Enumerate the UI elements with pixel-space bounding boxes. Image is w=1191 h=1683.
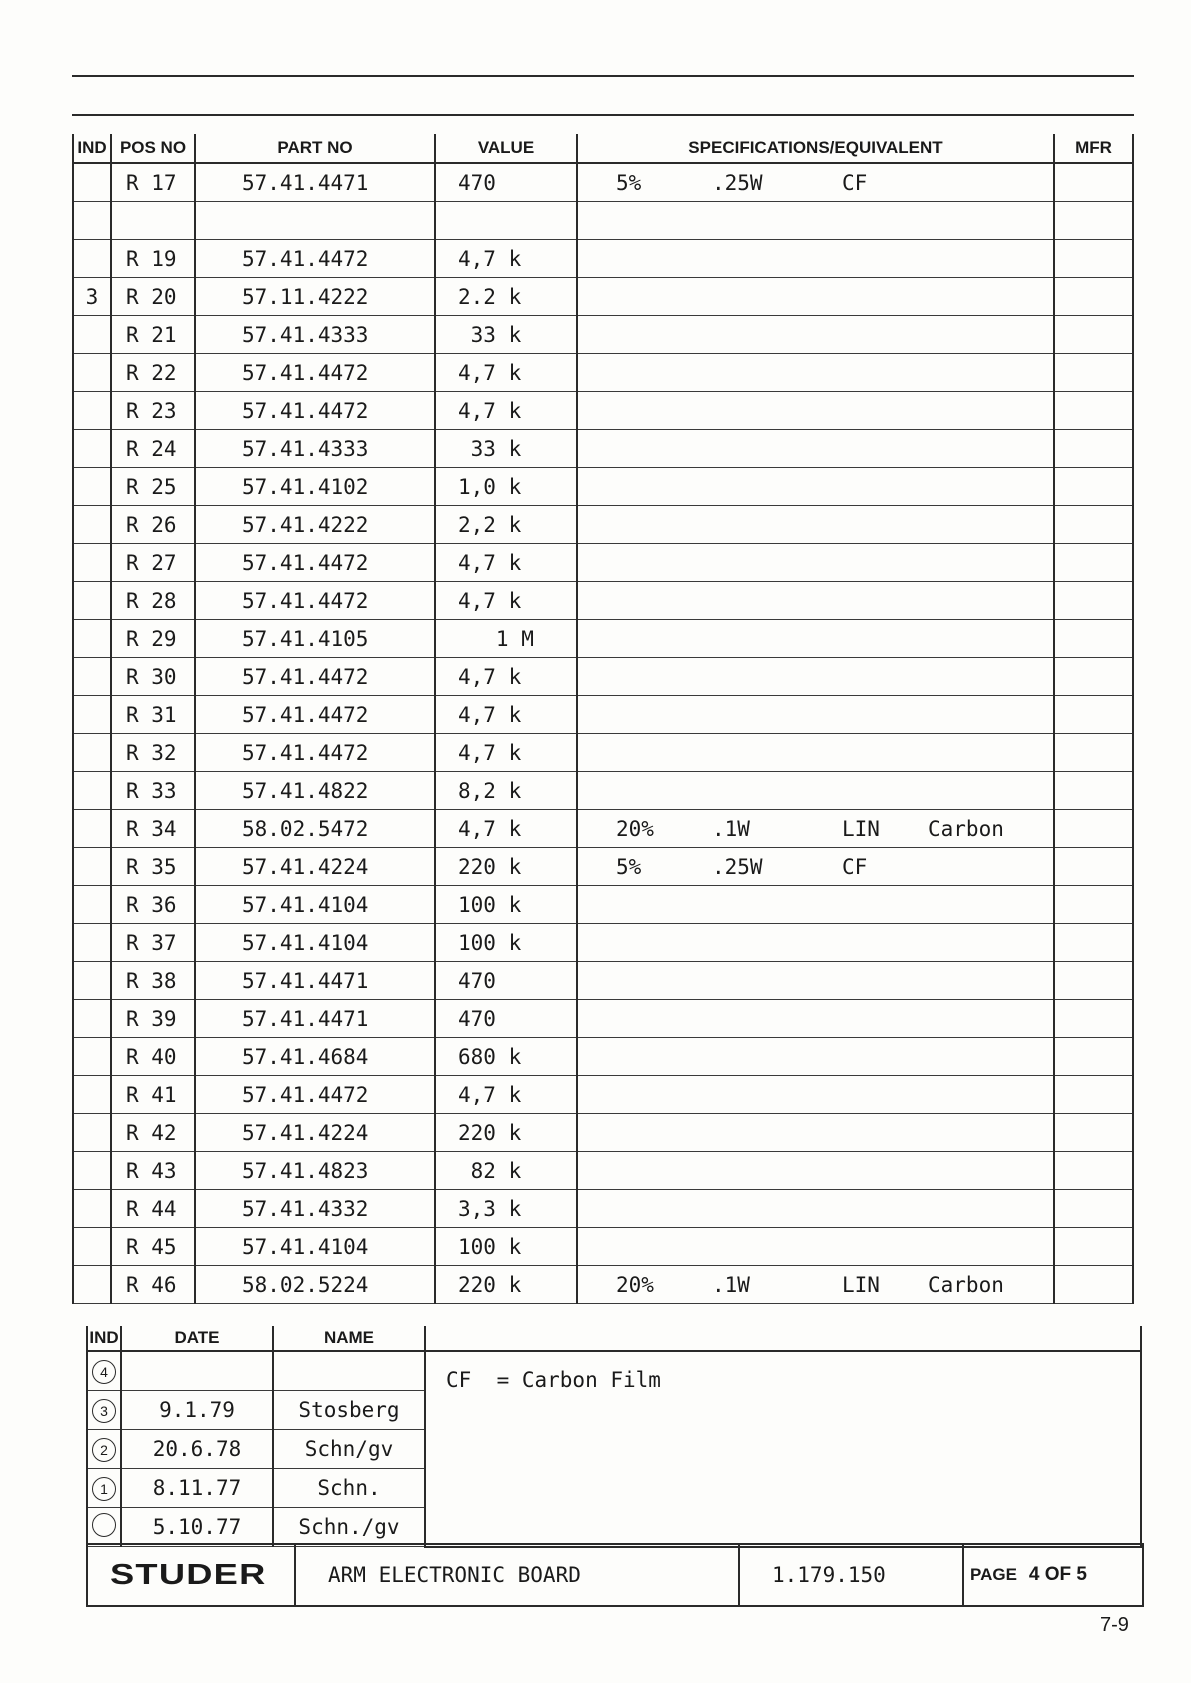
cell-mfr [1054,278,1133,316]
spec-field: LIN [842,816,880,841]
title-block [86,1543,1144,1607]
cell-ind [73,582,111,620]
spec-field: LIN [842,1272,880,1297]
cell-mfr [1054,620,1133,658]
cell-ind [73,354,111,392]
cell-mfr [1054,1076,1133,1114]
cell-ind [73,202,111,240]
cell-part-no: 57.41.4224 [195,848,435,886]
cell-part-no: 57.41.4471 [195,163,435,202]
studer-logo: STUDER [110,1558,267,1591]
cell-spec [577,1190,1054,1228]
note-text: CF = Carbon Film [446,1368,661,1392]
cell-ind [73,696,111,734]
revision-table [86,1326,1142,1548]
cell-value: 4,7 k [435,544,577,582]
cell-part-no: 57.41.4222 [195,506,435,544]
table-row [73,1152,1133,1190]
cell-ind [73,430,111,468]
cell-value: 82 k [435,1152,577,1190]
logo-cell [88,1545,296,1605]
cell-value: 470 [435,962,577,1000]
cell-spec [577,582,1054,620]
cell-value: 4,7 k [435,240,577,278]
cell-mfr [1054,1114,1133,1152]
table-row [73,1190,1133,1228]
cell-part-no: 57.41.4332 [195,1190,435,1228]
cell-pos-no: R 31 [111,696,195,734]
table-row [73,544,1133,582]
cell-pos-no: R 44 [111,1190,195,1228]
cell-value: 1,0 k [435,468,577,506]
cell-pos-no: R 43 [111,1152,195,1190]
cell-spec [577,848,1054,886]
revision-row [87,1351,1141,1391]
cell-ind [73,734,111,772]
cell-ind [73,468,111,506]
cell-part-no: 57.41.4104 [195,924,435,962]
cell-part-no: 57.41.4104 [195,886,435,924]
cell-spec [577,163,1054,202]
cell-spec [577,240,1054,278]
cell-pos-no: R 21 [111,316,195,354]
cell-ind [73,924,111,962]
table-row [73,696,1133,734]
table-row [73,430,1133,468]
table-row [73,772,1133,810]
cell-ind [73,1190,111,1228]
table-row [73,202,1133,240]
rev-name: Schn. [273,1469,425,1508]
spec-field: 5% [616,854,642,879]
cell-ind [73,962,111,1000]
cell-ind [73,848,111,886]
cell-mfr [1054,544,1133,582]
cell-mfr [1054,316,1133,354]
cell-part-no: 57.41.4102 [195,468,435,506]
table-row [73,658,1133,696]
cell-part-no: 57.41.4472 [195,354,435,392]
page-label: PAGE [970,1565,1017,1584]
cell-mfr [1054,1228,1133,1266]
table-row [73,1076,1133,1114]
cell-spec [577,468,1054,506]
table-row [73,620,1133,658]
circled-index: 3 [92,1399,116,1423]
cell-mfr [1054,468,1133,506]
cell-part-no: 57.41.4333 [195,430,435,468]
cell-ind [73,658,111,696]
cell-pos-no: R 28 [111,582,195,620]
cell-value: 33 k [435,316,577,354]
cell-mfr [1054,924,1133,962]
rev-name: Stosberg [273,1391,425,1430]
cell-part-no: 57.41.4822 [195,772,435,810]
cell-spec [577,772,1054,810]
table-row [73,924,1133,962]
cell-pos-no: R 24 [111,430,195,468]
spec-field: Carbon [928,816,1004,841]
doc-number: 1.179.150 [740,1545,964,1605]
cell-ind [73,620,111,658]
rev-date: 8.11.77 [121,1469,273,1508]
cell-pos-no: R 23 [111,392,195,430]
rev-date: 5.10.77 [121,1508,273,1547]
table-row [73,506,1133,544]
cell-spec [577,1038,1054,1076]
cell-mfr [1054,202,1133,240]
table-row [73,734,1133,772]
notes-cell [425,1351,1141,1547]
second-rule [72,114,1134,116]
table-row [73,962,1133,1000]
cell-ind [73,1076,111,1114]
page-number: 7-9 [1100,1614,1129,1636]
cell-spec [577,544,1054,582]
table-row [73,1266,1133,1304]
table-row [73,316,1133,354]
cell-ind: 3 [73,278,111,316]
cell-mfr [1054,810,1133,848]
rev-ind [87,1508,121,1547]
cell-mfr [1054,354,1133,392]
table-row [73,468,1133,506]
cell-spec [577,696,1054,734]
cell-mfr [1054,1190,1133,1228]
cell-part-no: 57.41.4471 [195,962,435,1000]
cell-value: 1 M [435,620,577,658]
cell-value: 220 k [435,1114,577,1152]
spec-field: .25W [712,170,763,195]
spec-field: .1W [712,816,750,841]
table-row [73,886,1133,924]
cell-part-no: 57.41.4472 [195,392,435,430]
cell-spec [577,392,1054,430]
parts-table [72,134,1134,1304]
cell-part-no: 58.02.5472 [195,810,435,848]
cell-part-no: 57.41.4472 [195,544,435,582]
cell-mfr [1054,163,1133,202]
table-row [73,1000,1133,1038]
cell-pos-no: R 17 [111,163,195,202]
cell-spec [577,1228,1054,1266]
cell-mfr [1054,696,1133,734]
table-row [73,848,1133,886]
table-row [73,392,1133,430]
cell-pos-no: R 40 [111,1038,195,1076]
cell-pos-no: R 30 [111,658,195,696]
rev-date: 20.6.78 [121,1430,273,1469]
table-row [73,1228,1133,1266]
header-pos-no: POS NO [111,134,195,163]
cell-mfr [1054,506,1133,544]
cell-spec [577,354,1054,392]
cell-part-no: 57.41.4333 [195,316,435,354]
cell-ind [73,1228,111,1266]
cell-mfr [1054,848,1133,886]
top-rule [72,75,1134,77]
spec-field: .25W [712,854,763,879]
cell-pos-no: R 46 [111,1266,195,1304]
rev-header-name: NAME [273,1326,425,1351]
cell-value: 4,7 k [435,696,577,734]
cell-value: 2.2 k [435,278,577,316]
table-row [73,1038,1133,1076]
cell-ind [73,163,111,202]
rev-date [121,1351,273,1391]
spec-field: CF [842,170,868,195]
cell-part-no: 57.41.4472 [195,734,435,772]
cell-ind [73,886,111,924]
cell-spec [577,506,1054,544]
cell-part-no: 57.41.4472 [195,1076,435,1114]
cell-ind [73,392,111,430]
cell-spec [577,430,1054,468]
circled-index: 1 [92,1477,116,1501]
cell-spec [577,1000,1054,1038]
table-row [73,240,1133,278]
cell-pos-no: R 35 [111,848,195,886]
cell-value: 680 k [435,1038,577,1076]
cell-pos-no: R 34 [111,810,195,848]
cell-value: 470 [435,163,577,202]
cell-part-no: 57.41.4471 [195,1000,435,1038]
cell-mfr [1054,240,1133,278]
cell-pos-no: R 29 [111,620,195,658]
cell-mfr [1054,772,1133,810]
cell-ind [73,1038,111,1076]
header-value: VALUE [435,134,577,163]
cell-value: 33 k [435,430,577,468]
cell-part-no: 57.41.4472 [195,240,435,278]
cell-pos-no [111,202,195,240]
cell-spec [577,924,1054,962]
cell-value: 2,2 k [435,506,577,544]
cell-value: 100 k [435,924,577,962]
cell-value: 4,7 k [435,354,577,392]
spec-field: 20% [616,1272,654,1297]
table-row [73,1114,1133,1152]
cell-pos-no: R 33 [111,772,195,810]
rev-name [273,1351,425,1391]
revision-header-row [87,1326,1141,1351]
cell-ind [73,506,111,544]
cell-ind [73,1000,111,1038]
rev-name: Schn./gv [273,1508,425,1547]
rev-name: Schn/gv [273,1430,425,1469]
cell-value: 100 k [435,1228,577,1266]
cell-part-no [195,202,435,240]
cell-pos-no: R 36 [111,886,195,924]
cell-part-no: 57.41.4105 [195,620,435,658]
cell-value: 4,7 k [435,1076,577,1114]
cell-spec [577,810,1054,848]
cell-spec [577,1114,1054,1152]
cell-pos-no: R 37 [111,924,195,962]
rev-header-date: DATE [121,1326,273,1351]
table-row [73,163,1133,202]
cell-spec [577,1152,1054,1190]
rev-ind [87,1469,121,1508]
cell-ind [73,1266,111,1304]
cell-part-no: 57.41.4472 [195,696,435,734]
cell-value: 4,7 k [435,658,577,696]
cell-value [435,202,577,240]
cell-mfr [1054,658,1133,696]
spec-field: Carbon [928,1272,1004,1297]
cell-ind [73,772,111,810]
cell-pos-no: R 41 [111,1076,195,1114]
cell-pos-no: R 42 [111,1114,195,1152]
rev-header-ind: IND [87,1326,121,1351]
cell-ind [73,544,111,582]
spec-field: CF [842,854,868,879]
table-row [73,354,1133,392]
cell-pos-no: R 32 [111,734,195,772]
rev-header-notes [425,1326,1141,1351]
cell-pos-no: R 45 [111,1228,195,1266]
cell-pos-no: R 26 [111,506,195,544]
cell-value: 220 k [435,848,577,886]
cell-part-no: 57.41.4684 [195,1038,435,1076]
cell-part-no: 57.41.4104 [195,1228,435,1266]
header-mfr: MFR [1054,134,1133,163]
cell-ind [73,240,111,278]
header-ind: IND [73,134,111,163]
cell-value: 4,7 k [435,810,577,848]
cell-value: 470 [435,1000,577,1038]
cell-spec [577,734,1054,772]
circled-index [92,1513,116,1537]
circled-index: 4 [92,1360,116,1384]
cell-spec [577,1266,1054,1304]
header-specifications: SPECIFICATIONS/EQUIVALENT [577,134,1054,163]
cell-mfr [1054,1266,1133,1304]
rev-ind [87,1430,121,1469]
cell-pos-no: R 22 [111,354,195,392]
cell-value: 100 k [435,886,577,924]
cell-spec [577,962,1054,1000]
cell-spec [577,658,1054,696]
cell-spec [577,620,1054,658]
rev-date: 9.1.79 [121,1391,273,1430]
cell-ind [73,810,111,848]
cell-value: 3,3 k [435,1190,577,1228]
cell-pos-no: R 39 [111,1000,195,1038]
cell-pos-no: R 25 [111,468,195,506]
cell-mfr [1054,962,1133,1000]
cell-spec [577,316,1054,354]
cell-part-no: 57.11.4222 [195,278,435,316]
cell-value: 4,7 k [435,392,577,430]
cell-pos-no: R 27 [111,544,195,582]
cell-spec [577,202,1054,240]
cell-part-no: 57.41.4472 [195,658,435,696]
cell-mfr [1054,430,1133,468]
page-value: 4 OF 5 [1028,1564,1087,1585]
cell-value: 8,2 k [435,772,577,810]
table-row [73,582,1133,620]
table-row [73,810,1133,848]
cell-part-no: 57.41.4224 [195,1114,435,1152]
cell-mfr [1054,886,1133,924]
cell-spec [577,278,1054,316]
cell-value: 220 k [435,1266,577,1304]
cell-part-no: 58.02.5224 [195,1266,435,1304]
cell-spec [577,1076,1054,1114]
page-cell [964,1545,1142,1605]
cell-mfr [1054,1000,1133,1038]
cell-mfr [1054,734,1133,772]
cell-pos-no: R 20 [111,278,195,316]
cell-part-no: 57.41.4823 [195,1152,435,1190]
parts-header-row [73,134,1133,163]
cell-spec [577,886,1054,924]
cell-mfr [1054,1038,1133,1076]
cell-value: 4,7 k [435,582,577,620]
rev-ind [87,1391,121,1430]
spec-field: 20% [616,816,654,841]
spec-field: .1W [712,1272,750,1297]
cell-value: 4,7 k [435,734,577,772]
circled-index: 2 [92,1438,116,1462]
cell-ind [73,1114,111,1152]
cell-ind [73,1152,111,1190]
cell-pos-no: R 19 [111,240,195,278]
rev-ind [87,1351,121,1391]
board-title: ARM ELECTRONIC BOARD [296,1545,740,1605]
cell-part-no: 57.41.4472 [195,582,435,620]
cell-pos-no: R 38 [111,962,195,1000]
table-row [73,278,1133,316]
header-part-no: PART NO [195,134,435,163]
cell-mfr [1054,582,1133,620]
cell-mfr [1054,1152,1133,1190]
spec-field: 5% [616,170,642,195]
cell-mfr [1054,392,1133,430]
cell-ind [73,316,111,354]
